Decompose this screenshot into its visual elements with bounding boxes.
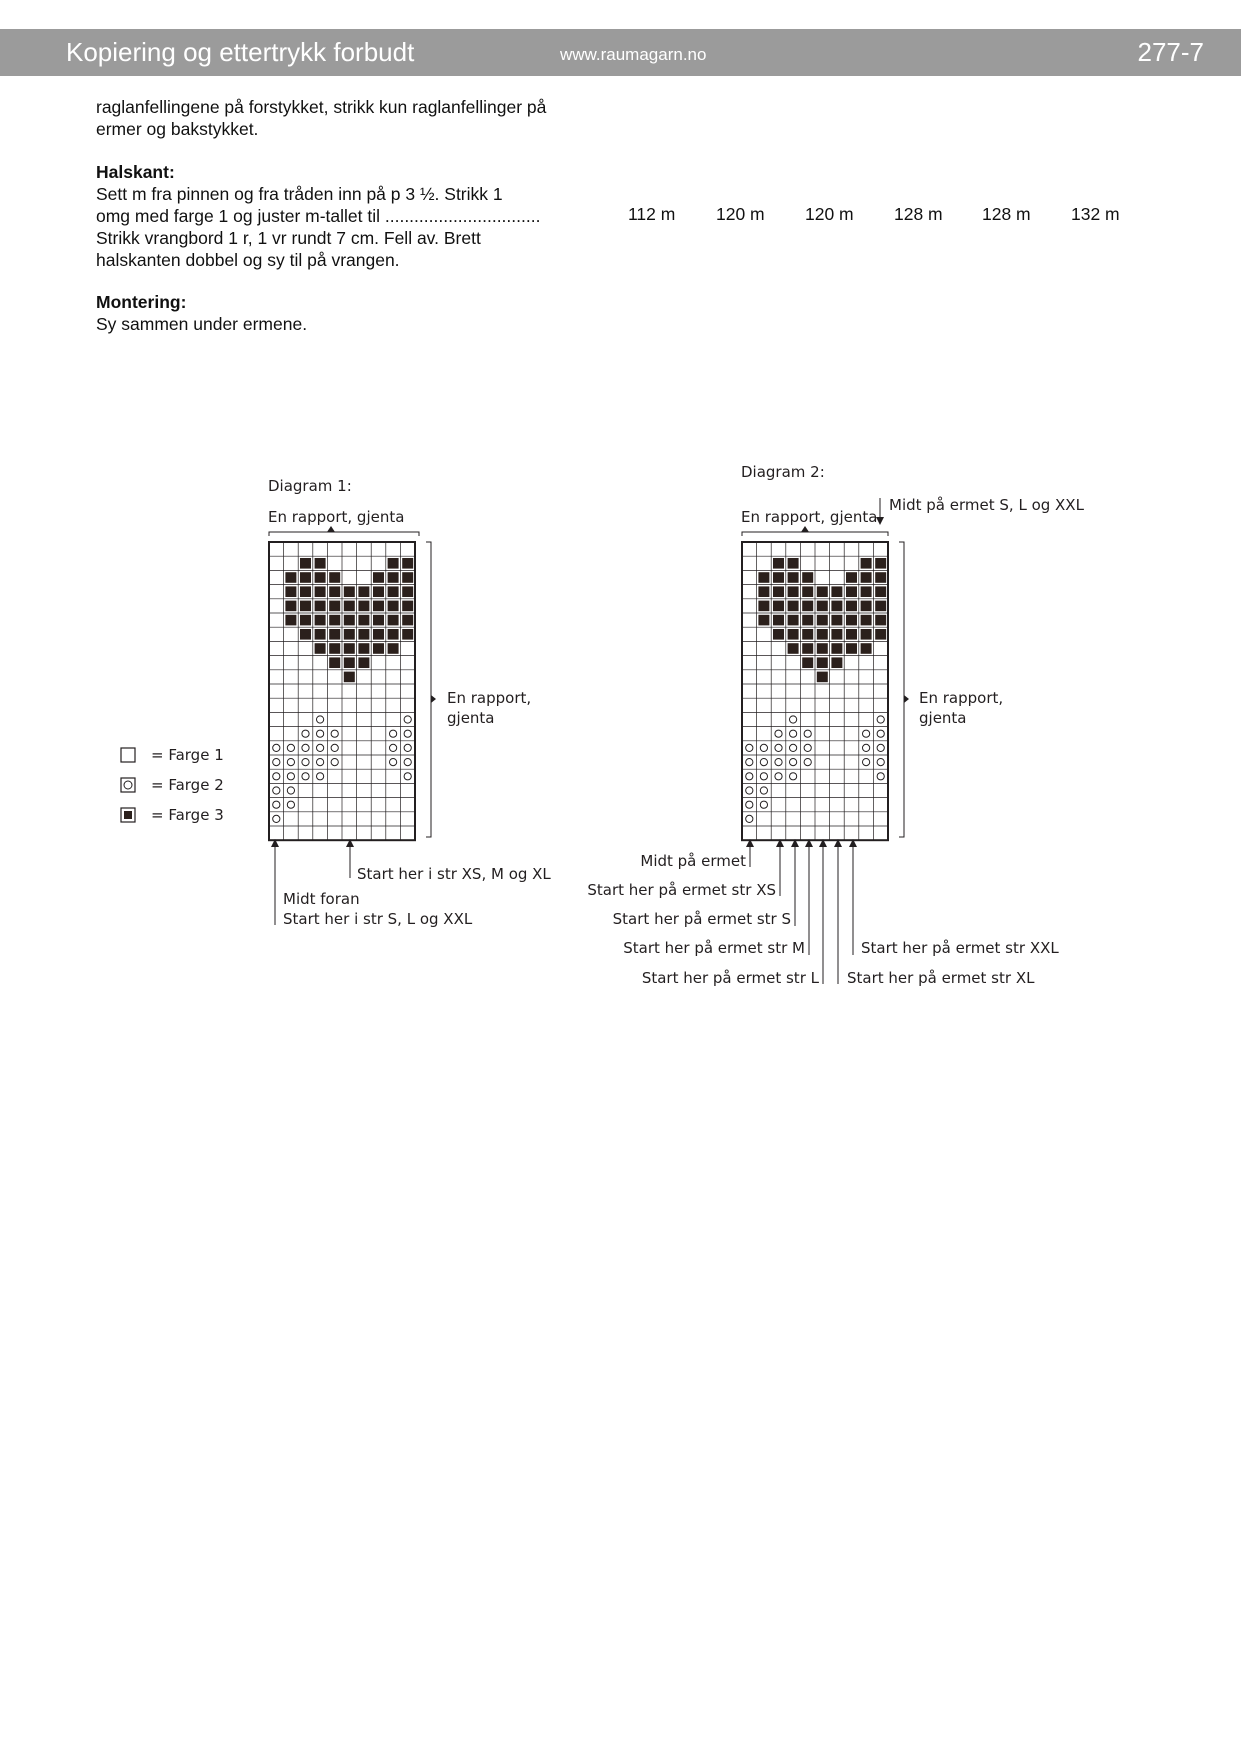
farge-3-stitch (831, 615, 842, 626)
start-label: Start her i str XS, M og XL (357, 865, 551, 883)
farge-3-stitch (831, 643, 842, 654)
farge-3-stitch (402, 629, 413, 640)
farge-3-stitch (300, 558, 311, 569)
farge-3-stitch (773, 629, 784, 640)
farge-3-stitch (758, 601, 769, 612)
farge-3-stitch (817, 629, 828, 640)
farge-3-stitch (285, 572, 296, 583)
start-label: Start her på ermet str XL (847, 969, 1035, 987)
farge-3-stitch (758, 572, 769, 583)
farge-3-stitch (817, 643, 828, 654)
farge-3-stitch (329, 657, 340, 668)
farge-3-stitch (788, 615, 799, 626)
start-label: Start her på ermet str L (641, 969, 819, 987)
intro-line: ermer og bakstykket. (96, 119, 259, 139)
farge-3-stitch (329, 629, 340, 640)
repeat-bracket-side (426, 542, 431, 837)
farge-3-stitch (861, 586, 872, 597)
diagram-1-side-label: En rapport, (447, 689, 532, 707)
stitch-count: 120 m (805, 204, 854, 224)
farge-3-stitch (846, 643, 857, 654)
farge-3-stitch (329, 601, 340, 612)
intro-line: raglanfellingene på forstykket, strikk kun raglanfellinger på (96, 97, 547, 117)
montering-line: Sy sammen under ermene. (96, 314, 308, 334)
header-url[interactable]: www.raumagarn.no (560, 45, 707, 64)
diagram-1-grid (269, 542, 415, 840)
start-label: Start her på ermet str XS (587, 881, 776, 899)
diagram-2-side-label: gjenta (919, 709, 967, 727)
farge-3-stitch (846, 601, 857, 612)
halskant-line: Strikk vrangbord 1 r, 1 vr rundt 7 cm. Fell av. Brett (96, 228, 481, 248)
farge-3-stitch (344, 657, 355, 668)
diagram-2-side-label: En rapport, (919, 689, 1004, 707)
farge-3-stitch (358, 586, 369, 597)
header-title: Kopiering og ettertrykk forbudt (66, 37, 415, 67)
farge-3-stitch (388, 572, 399, 583)
farge-3-stitch (300, 615, 311, 626)
filled-square-inner (124, 811, 132, 819)
repeat-bracket-top (269, 532, 419, 536)
halskant-line: Sett m fra pinnen og fra tråden inn på p 3 ½. Strikk 1 (96, 184, 503, 204)
empty-square-icon (121, 748, 135, 762)
farge-3-stitch (402, 615, 413, 626)
farge-3-stitch (358, 615, 369, 626)
page-header (0, 29, 1241, 76)
farge-3-stitch (344, 601, 355, 612)
farge-3-stitch (344, 629, 355, 640)
farge-3-stitch (831, 586, 842, 597)
diagram-1-title: Diagram 1: (268, 477, 352, 495)
start-label: Start her på ermet str XXL (861, 939, 1059, 957)
farge-3-stitch (344, 586, 355, 597)
farge-3-stitch (388, 629, 399, 640)
farge-3-stitch (758, 586, 769, 597)
halskant-line: omg med farge 1 og juster m-tallet til ................................ (96, 206, 541, 226)
farge-3-stitch (875, 586, 886, 597)
farge-3-stitch (817, 615, 828, 626)
legend-label: = Farge 1 (151, 746, 224, 764)
farge-3-stitch (388, 558, 399, 569)
farge-3-stitch (358, 657, 369, 668)
stitch-count: 128 m (894, 204, 943, 224)
farge-3-stitch (300, 586, 311, 597)
farge-3-stitch (373, 629, 384, 640)
page-number: 277-7 (1137, 37, 1204, 67)
legend-label: = Farge 3 (151, 806, 224, 824)
farge-3-stitch (329, 572, 340, 583)
farge-3-stitch (358, 601, 369, 612)
farge-3-stitch (802, 601, 813, 612)
diagram-2-title: Diagram 2: (741, 463, 825, 481)
farge-3-stitch (861, 572, 872, 583)
farge-3-stitch (758, 615, 769, 626)
farge-3-stitch (817, 672, 828, 683)
farge-3-stitch (344, 643, 355, 654)
halskant-heading: Halskant: (96, 162, 175, 182)
diagram-1-side-label: gjenta (447, 709, 495, 727)
farge-3-stitch (817, 657, 828, 668)
farge-3-stitch (402, 586, 413, 597)
farge-3-stitch (861, 615, 872, 626)
farge-3-stitch (315, 586, 326, 597)
arrow-up-icon (327, 526, 335, 532)
farge-3-stitch (802, 657, 813, 668)
chart-area (0, 440, 1241, 1010)
farge-3-stitch (861, 629, 872, 640)
farge-3-stitch (861, 601, 872, 612)
farge-3-stitch (773, 601, 784, 612)
farge-3-stitch (388, 601, 399, 612)
farge-3-stitch (773, 615, 784, 626)
montering-section (96, 291, 583, 335)
farge-3-stitch (402, 572, 413, 583)
midt-ermet-label: Midt på ermet S, L og XXL (889, 496, 1084, 514)
farge-3-stitch (773, 558, 784, 569)
start-label: Start her i str S, L og XXL (283, 910, 473, 928)
farge-3-stitch (831, 657, 842, 668)
farge-3-stitch (802, 643, 813, 654)
stitch-count-row (0, 204, 1241, 228)
farge-3-stitch (285, 601, 296, 612)
montering-heading: Montering: (96, 292, 187, 312)
farge-3-stitch (358, 643, 369, 654)
farge-3-stitch (315, 601, 326, 612)
stitch-count: 128 m (982, 204, 1031, 224)
farge-3-stitch (300, 601, 311, 612)
farge-3-stitch (315, 558, 326, 569)
repeat-bracket-top (742, 532, 888, 536)
farge-3-stitch (344, 615, 355, 626)
farge-3-stitch (315, 572, 326, 583)
farge-3-stitch (846, 572, 857, 583)
arrow-right-icon (904, 695, 909, 703)
farge-3-stitch (875, 629, 886, 640)
intro-paragraph (96, 96, 583, 140)
farge-3-stitch (329, 643, 340, 654)
farge-3-stitch (875, 615, 886, 626)
farge-3-stitch (788, 629, 799, 640)
farge-3-stitch (846, 615, 857, 626)
farge-3-stitch (388, 643, 399, 654)
farge-3-stitch (300, 629, 311, 640)
farge-3-stitch (373, 601, 384, 612)
circle-icon (124, 781, 132, 789)
midt-ermet-label: Midt på ermet (640, 852, 746, 870)
farge-3-stitch (802, 629, 813, 640)
farge-3-stitch (773, 572, 784, 583)
farge-3-stitch (300, 572, 311, 583)
farge-3-stitch (388, 615, 399, 626)
arrow-up-icon (801, 526, 809, 532)
diagram-1-repeat-label: En rapport, gjenta (268, 508, 405, 526)
farge-3-stitch (315, 615, 326, 626)
legend-label: = Farge 2 (151, 776, 224, 794)
diagram-2-repeat-label: En rapport, gjenta (741, 508, 878, 526)
diagram-1 (268, 477, 551, 928)
farge-3-stitch (315, 629, 326, 640)
farge-3-stitch (788, 572, 799, 583)
midt-foran-label: Midt foran (283, 890, 360, 908)
start-label: Start her på ermet str M (623, 939, 805, 957)
farge-3-stitch (831, 601, 842, 612)
farge-3-stitch (875, 601, 886, 612)
farge-3-stitch (817, 586, 828, 597)
stitch-count: 132 m (1071, 204, 1120, 224)
farge-3-stitch (831, 629, 842, 640)
farge-3-stitch (817, 601, 828, 612)
farge-3-stitch (402, 601, 413, 612)
farge-3-stitch (846, 586, 857, 597)
halskant-line: halskanten dobbel og sy til på vrangen. (96, 250, 400, 270)
farge-3-stitch (373, 643, 384, 654)
farge-3-stitch (788, 601, 799, 612)
farge-3-stitch (802, 586, 813, 597)
farge-3-stitch (846, 629, 857, 640)
knitting-charts (0, 440, 1241, 1010)
farge-3-stitch (373, 572, 384, 583)
farge-3-stitch (788, 586, 799, 597)
farge-3-stitch (802, 615, 813, 626)
farge-3-stitch (802, 572, 813, 583)
farge-3-stitch (373, 615, 384, 626)
farge-3-stitch (373, 586, 384, 597)
diagram-2-grid (742, 542, 888, 840)
stitch-count: 112 m (628, 204, 676, 224)
farge-3-stitch (285, 586, 296, 597)
circle-square-icon (121, 778, 135, 792)
start-label: Start her på ermet str S (612, 910, 791, 928)
diagram-2 (587, 463, 1084, 987)
farge-3-stitch (773, 586, 784, 597)
farge-3-stitch (861, 643, 872, 654)
farge-3-stitch (315, 643, 326, 654)
farge-3-stitch (875, 572, 886, 583)
farge-3-stitch (788, 558, 799, 569)
repeat-bracket-side (899, 542, 904, 837)
farge-3-stitch (329, 615, 340, 626)
farge-3-stitch (358, 629, 369, 640)
farge-3-stitch (875, 558, 886, 569)
legend (121, 746, 224, 824)
farge-3-stitch (861, 558, 872, 569)
farge-3-stitch (788, 643, 799, 654)
stitch-count: 120 m (716, 204, 765, 224)
farge-3-stitch (285, 615, 296, 626)
farge-3-stitch (329, 586, 340, 597)
farge-3-stitch (344, 672, 355, 683)
farge-3-stitch (388, 586, 399, 597)
arrow-right-icon (431, 695, 436, 703)
farge-3-stitch (402, 558, 413, 569)
